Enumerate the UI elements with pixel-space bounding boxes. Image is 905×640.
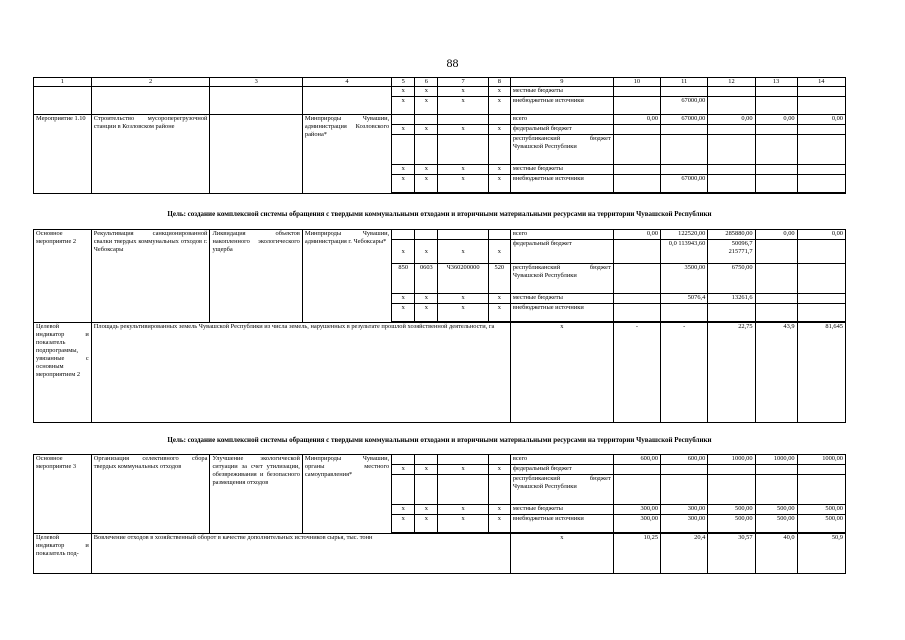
table-cell: 500,00 [708, 505, 755, 515]
empty-cell [755, 175, 797, 193]
table-cell: x [488, 294, 510, 304]
table-cell: x [438, 165, 488, 175]
table-cell: 0,00 [613, 115, 660, 125]
empty-cell [210, 115, 302, 194]
table-cell: 300,00 [661, 505, 708, 515]
table-cell: 5076,4 [661, 294, 708, 304]
empty-cell [488, 230, 510, 240]
table-cell: 20,4 [661, 534, 708, 574]
empty-cell [755, 165, 797, 175]
table-cell: x [488, 505, 510, 515]
empty-cell [797, 175, 845, 193]
table-cell: x [438, 515, 488, 533]
budget-table-bottom [33, 454, 846, 574]
empty-cell [708, 175, 755, 193]
empty-cell [613, 465, 660, 475]
table-cell: 0,00 [797, 230, 845, 240]
table-cell: x [438, 465, 488, 475]
table-cell: x [438, 87, 488, 97]
empty-cell [708, 475, 755, 505]
empty-cell [613, 240, 660, 264]
table-cell: x [392, 175, 415, 193]
source-label: внебюджетные источники [510, 304, 613, 322]
budget-table-middle [33, 229, 846, 423]
table-cell: 600,00 [613, 455, 660, 465]
empty-cell [438, 135, 488, 165]
empty-cell [661, 475, 708, 505]
source-label: республиканский бюджет Чувашской Республики [510, 264, 613, 294]
indicator-text: Вовлечение отходов в хозяйственный оборот в качестве дополнительных источников сырья, тыс. тонн [91, 534, 510, 574]
empty-cell [797, 294, 845, 304]
table-cell: x [392, 240, 415, 264]
table-cell: x [488, 304, 510, 322]
table-cell: x [392, 515, 415, 533]
table-cell: x [392, 505, 415, 515]
empty-cell [613, 165, 660, 175]
empty-cell [392, 193, 415, 194]
col-header: 8 [488, 78, 510, 87]
empty-cell [755, 264, 797, 294]
table-cell: x [488, 240, 510, 264]
empty-cell [415, 193, 438, 194]
empty-cell [91, 87, 210, 115]
empty-cell [613, 264, 660, 294]
empty-cell [613, 304, 660, 322]
empty-cell [392, 475, 415, 505]
table-cell: 520 [488, 264, 510, 294]
value-cell: 0,0 113943,60 [661, 240, 708, 264]
empty-cell [755, 87, 797, 97]
empty-cell [755, 304, 797, 322]
empty-cell [438, 193, 488, 194]
empty-cell [438, 475, 488, 505]
measure-title: Организация селективного сбора твердых коммунальных отходов [91, 455, 210, 534]
table-cell: x [488, 515, 510, 533]
table-cell: 122520,00 [661, 230, 708, 240]
table-cell: x [488, 465, 510, 475]
table-cell: x [392, 465, 415, 475]
page-number: 88 [446, 56, 459, 70]
empty-cell [488, 115, 510, 125]
empty-cell [415, 455, 438, 465]
table-cell: 500,00 [797, 515, 845, 533]
empty-cell [392, 455, 415, 465]
measure-goal: Улучшение экологической ситуации за счет утилизации, обезвреживания и безопасного размещения отходов [210, 455, 302, 534]
table-cell: x [438, 304, 488, 322]
empty-cell [755, 465, 797, 475]
col-header: 7 [438, 78, 488, 87]
empty-cell [488, 475, 510, 505]
table-cell: 300,00 [613, 515, 660, 533]
table-cell: x [392, 87, 415, 97]
source-label: местные бюджеты [510, 165, 613, 175]
source-label: внебюджетные источники [510, 515, 613, 533]
table-row [34, 115, 846, 125]
col-header: 10 [613, 78, 660, 87]
empty-cell [797, 475, 845, 505]
table-cell: 1000,00 [755, 455, 797, 465]
empty-cell [488, 455, 510, 465]
table-cell: 3500,00 [661, 264, 708, 294]
empty-cell [708, 87, 755, 97]
measure-name: Основное мероприятие 3 [34, 455, 92, 534]
table-cell: x [488, 125, 510, 135]
empty-cell [510, 193, 613, 194]
empty-cell [415, 135, 438, 165]
table-cell: 500,00 [755, 505, 797, 515]
value-cell: 67000,00 [661, 97, 708, 115]
table-cell: x [392, 165, 415, 175]
table-cell: 500,00 [708, 515, 755, 533]
col-header: 6 [415, 78, 438, 87]
table-cell: 50,9 [797, 534, 845, 574]
table-cell: x [415, 240, 438, 264]
empty-cell [708, 304, 755, 322]
table-cell: x [392, 294, 415, 304]
empty-cell [613, 294, 660, 304]
table-cell: 500,00 [755, 515, 797, 533]
col-header: 1 [34, 78, 92, 87]
measure-executor: Минприроды Чувашии, органы местного самоуправления* [302, 455, 391, 534]
table-cell: x [415, 515, 438, 533]
table-cell: x [488, 175, 510, 193]
empty-cell [392, 135, 415, 165]
table-cell: x [438, 97, 488, 115]
source-label: местные бюджеты [510, 87, 613, 97]
table-cell: 285880,00 [708, 230, 755, 240]
table-row [34, 230, 846, 240]
empty-cell [392, 115, 415, 125]
empty-cell [613, 87, 660, 97]
source-label: республиканский бюджет Чувашской Республики [510, 475, 613, 505]
col-header: 3 [210, 78, 302, 87]
table-cell: - [613, 323, 660, 423]
source-label: федеральный бюджет [510, 240, 613, 264]
table-row [34, 87, 846, 97]
measure-executor: Минприроды Чувашии, администрация г. Чебоксары* [302, 230, 391, 323]
empty-cell [755, 240, 797, 264]
table-cell: x [510, 323, 613, 423]
source-label: местные бюджеты [510, 505, 613, 515]
empty-cell [613, 125, 660, 135]
table-cell: 0,00 [755, 115, 797, 125]
source-label: внебюджетные источники [510, 175, 613, 193]
indicator-row [34, 534, 846, 574]
table-cell: 0603 [415, 264, 438, 294]
empty-cell [302, 87, 391, 115]
table-cell: 22,75 [708, 323, 755, 423]
empty-cell [488, 193, 510, 194]
empty-cell [797, 264, 845, 294]
table-cell: x [415, 294, 438, 304]
empty-cell [797, 97, 845, 115]
empty-cell [613, 193, 660, 194]
table-cell: x [415, 125, 438, 135]
indicator-row [34, 323, 846, 423]
measure-name: Основное мероприятие 2 [34, 230, 92, 323]
table-cell: 1000,00 [797, 455, 845, 465]
table-cell: x [415, 97, 438, 115]
empty-cell [797, 125, 845, 135]
col-header: 4 [302, 78, 391, 87]
source-label: внебюджетные источники [510, 97, 613, 115]
table-cell: 67000,00 [661, 115, 708, 125]
table-cell: 300,00 [661, 515, 708, 533]
empty-cell [438, 115, 488, 125]
col-header: 2 [91, 78, 210, 87]
table-cell: 81,645 [797, 323, 845, 423]
empty-cell [708, 135, 755, 165]
measure-executor: Минприроды Чувашии, администрация Козловского района* [302, 115, 391, 194]
table-cell: x [415, 87, 438, 97]
value-cell: 50096,7 215771,7 [708, 240, 755, 264]
table-cell: 67000,00 [661, 175, 708, 193]
table-cell: 0,00 [755, 230, 797, 240]
col-header: 5 [392, 78, 415, 87]
table-cell: 40,0 [755, 534, 797, 574]
table-cell: x [438, 175, 488, 193]
empty-cell [661, 465, 708, 475]
table-cell: x [415, 165, 438, 175]
budget-table-top [33, 77, 846, 194]
source-label: федеральный бюджет [510, 125, 613, 135]
empty-cell [708, 125, 755, 135]
table-cell: x [488, 87, 510, 97]
empty-cell [797, 193, 845, 194]
empty-cell [661, 135, 708, 165]
source-label: федеральный бюджет [510, 465, 613, 475]
table-cell: 0,00 [708, 115, 755, 125]
empty-cell [438, 455, 488, 465]
source-label: местные бюджеты [510, 294, 613, 304]
empty-cell [661, 165, 708, 175]
empty-cell [438, 230, 488, 240]
source-label: республиканский бюджет Чувашской Республики [510, 135, 613, 165]
empty-cell [613, 475, 660, 505]
table-cell: x [415, 505, 438, 515]
empty-cell [797, 87, 845, 97]
empty-cell [613, 175, 660, 193]
empty-cell [708, 97, 755, 115]
empty-cell [392, 230, 415, 240]
empty-cell [661, 125, 708, 135]
col-header: 14 [797, 78, 845, 87]
source-label: всего [510, 230, 613, 240]
empty-cell [613, 135, 660, 165]
empty-cell [613, 97, 660, 115]
table-cell: Ч360200000 [438, 264, 488, 294]
empty-cell [488, 135, 510, 165]
empty-cell [755, 97, 797, 115]
table-cell: x [415, 465, 438, 475]
table-cell: x [488, 165, 510, 175]
table-cell: 43,9 [755, 323, 797, 423]
empty-cell [708, 165, 755, 175]
empty-cell [210, 87, 302, 115]
table-cell: 10,25 [613, 534, 660, 574]
empty-cell [755, 294, 797, 304]
table-cell [661, 87, 708, 97]
empty-cell [797, 465, 845, 475]
indicator-name: Целевой индикатор и показатель под- [34, 534, 92, 574]
table-cell: x [488, 97, 510, 115]
empty-cell [415, 115, 438, 125]
table-cell: x [438, 505, 488, 515]
empty-cell [755, 125, 797, 135]
measure-goal: Ликвидация объектов накопленного экологического ущерба [210, 230, 302, 323]
goal-heading: Цель: создание комплексной системы обращения с твердыми коммунальными отходами и вторичными материальными ресурсами на территории Чувашской Республики [167, 210, 712, 218]
empty-cell [661, 304, 708, 322]
col-header: 9 [510, 78, 613, 87]
empty-cell [755, 135, 797, 165]
table-cell: x [392, 97, 415, 115]
col-header: 12 [708, 78, 755, 87]
table-cell: 30,57 [708, 534, 755, 574]
table-cell: 500,00 [797, 505, 845, 515]
empty-cell [797, 165, 845, 175]
table-cell: 0,00 [613, 230, 660, 240]
empty-cell [708, 465, 755, 475]
empty-cell [415, 475, 438, 505]
table-cell: 850 [392, 264, 415, 294]
indicator-name: Целевой индикатор и показатель подпрограммы, увязанные с основным мероприятием 2 [34, 323, 92, 423]
table-cell: x [392, 304, 415, 322]
header-row [34, 78, 846, 87]
empty-cell [34, 87, 92, 115]
empty-cell [755, 475, 797, 505]
table-cell: 6750,00 [708, 264, 755, 294]
empty-cell [755, 193, 797, 194]
goal-heading: Цель: создание комплексной системы обращения с твердыми коммунальными отходами и вторичными материальными ресурсами на территории Чувашской Республики [167, 436, 712, 444]
table-cell: 0,00 [797, 115, 845, 125]
table-cell: x [392, 125, 415, 135]
measure-name: Мероприятие 1.10 [34, 115, 92, 194]
table-cell: 600,00 [661, 455, 708, 465]
empty-cell [708, 193, 755, 194]
empty-cell [797, 135, 845, 165]
table-cell: 13261,6 [708, 294, 755, 304]
table-cell: x [438, 240, 488, 264]
measure-title: Рекультивация санкционированной свалки твердых коммунальных отходов г. Чебоксары [91, 230, 210, 323]
table-cell: 1000,00 [708, 455, 755, 465]
measure-title: Строительство мусороперегрузочной станции в Козловском районе [91, 115, 210, 194]
indicator-text: Площадь рекультивированных земель Чувашской Республики из числа земель, нарушенных в результате прошлой хозяйственной деятельности, га [91, 323, 510, 423]
source-label: всего [510, 115, 613, 125]
source-label: всего [510, 455, 613, 465]
table-cell: x [438, 294, 488, 304]
empty-cell [415, 230, 438, 240]
col-header: 13 [755, 78, 797, 87]
table-cell: 300,00 [613, 505, 660, 515]
empty-cell [661, 193, 708, 194]
empty-cell [797, 304, 845, 322]
table-row [34, 455, 846, 465]
table-cell: x [415, 304, 438, 322]
table-cell: - [661, 323, 708, 423]
table-cell: x [510, 534, 613, 574]
empty-cell [797, 240, 845, 264]
table-cell: x [438, 125, 488, 135]
col-header: 11 [661, 78, 708, 87]
table-cell: x [415, 175, 438, 193]
